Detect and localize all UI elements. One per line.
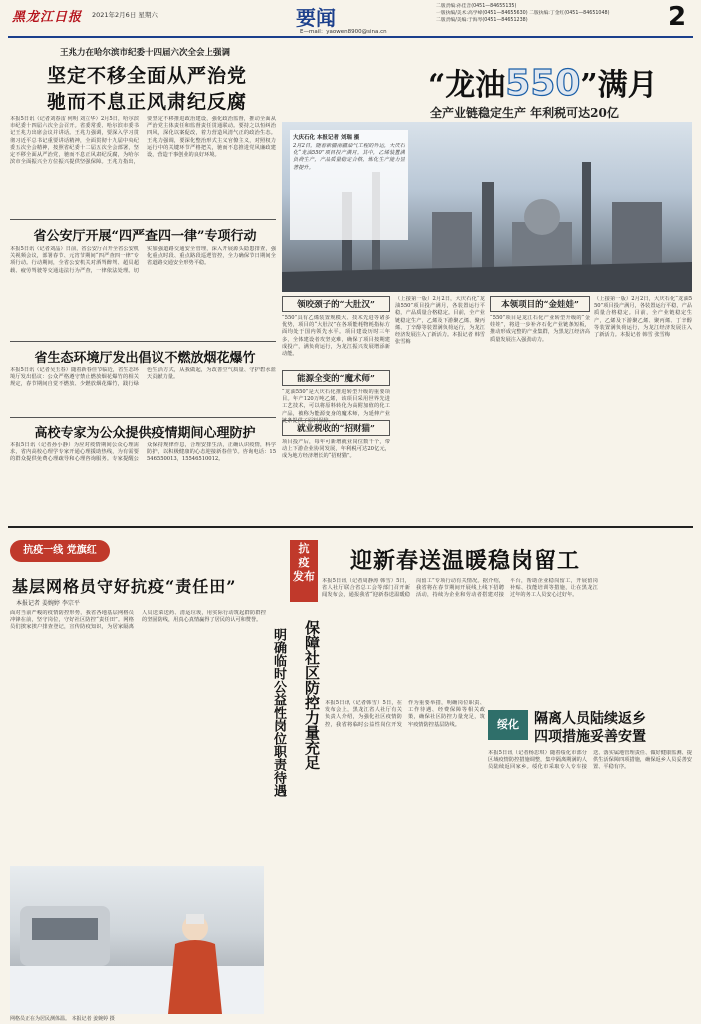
feature-box-title: 就业税收的“招财猫” (282, 420, 390, 436)
photo-caption-box (290, 130, 408, 240)
feature-box-body: “550”项目是龙江石化产业转型升级的“金娃娃”，将进一步补齐石化产业链条短板，推动形成完整的产业集群，为黑龙江经济高质量发展注入强劲动力。 (490, 315, 590, 343)
contact-line: 二版责编/美编:于海琴(0451—84651238) (436, 18, 528, 23)
vertical-article-body: 本报5日讯（记者韩雪）5日，在发布会上，黑龙江省人社厅有关负责人介绍，为强化社区疫情防控，我省将临时公益性岗位开发作为重要举措，明确岗位职责、工作待遇、经费保障等相关政策，确保社区防控力量充足，筑牢疫情防控基层防线。 (325, 700, 485, 728)
feature-box-title: 领咬颈子的“大肚汉” (282, 296, 390, 312)
article1-kicker: 王兆力在哈尔滨市纪委十四届六次全会上强调 (59, 48, 230, 58)
grassroots-body: 面对当前严峻的疫情防控形势，我省各地基层网格员冲锋在前，坚守岗位，守好社区防控“责任田”。网格员们挨家挨户排查登记，宣传防疫知识，为居家隔离人员送菜送药、清运垃圾，用实际行动筑起群防群控的坚固防线，用真心真情赢得了居民的认可和赞誉。 (10, 610, 266, 631)
grassroots-photo-illustration (10, 866, 264, 1014)
section-email: E—mail：yaowen8900@sina.cn (300, 29, 387, 35)
grassroots-byline: 本报记者 姜婉婷 李宗平 (16, 600, 80, 607)
article4-body: 本报5日讯（记者孙小静）为应对疫情期间公众心理需求，省内高校心理学专家开通心理援助热线，为有需要的群众提供免费心理疏导和心理咨询服务。专家提醒公众保持规律作息，合理安排生活，正确认识疫情，科学防护，以积极健康的心态迎接新春佳节。咨询电话：15546550013，15546510012。 (10, 442, 276, 463)
photo-credit: 大庆石化 本报记者 刘瑞 摄 (293, 135, 360, 141)
feature-body-col2: （上接第一版）2月2日，大庆石化“龙油550”项目投产满月，各装置运行平稳，产品质量合格稳定。目前，全产业链稳定生产，乙烯及下游聚乙烯、聚丙烯、丁辛醇等装置满负荷运行，为龙江经济发展注入了新活力。本报记者 韩雪 张雪梅 (594, 296, 692, 339)
suihua-tag: 绥化 (488, 710, 528, 740)
tag-char: 抗 (298, 542, 310, 555)
feature-box-title: 能源全变的“魔术师” (282, 370, 390, 386)
feature-box-body: 项目投产后，每年可新增就业岗位数千个，带动上下游企业协同发展，年利税可达20亿元，成为地方经济增长的“招财猫”。 (282, 439, 390, 460)
grassroots-tag (10, 540, 110, 562)
article3-headline: 省生态环境厅发出倡议不燃放烟花爆竹 (34, 351, 256, 366)
article2-body: 本报5日讯（记者刘晶）日前，省公安厅召开全省公安机关视频会议，部署春节、元宵节期间“四严查四一律”专项行动。行动期间，全省公安机关对酒驾醉驾、超员超载、疲劳驾驶等交通违法行为严查，一律依法处理。切实加强道路交通安全管理，深入开展源头隐患排查，强化重点时段、重点路段巡逻管控，全力确保节日期间全省道路交通安全形势平稳。 (10, 246, 276, 274)
vertical-headline-2: 明确临时公益性岗位职责待遇 (271, 628, 286, 797)
tag-char: 发布 (293, 570, 315, 583)
divider (10, 417, 276, 418)
feature-subhead: 全产业链稳定生产 年利税可达20亿 (430, 106, 619, 120)
divider (10, 219, 276, 220)
feature-box-body: “龙油550”是大庆石化推进转型升级的重要项目。年产120万吨乙烯，该项目采用世界先进工艺技术，可以将原料转化为高附加值的化工产品，被称为能源变身的魔术师，为延伸产业链条提供了原料保障。 (282, 389, 390, 424)
epidemic-body: 本报5日讯（记者周静涛 韩雪）5日，省人社厅联合省总工会等部门召开新闻发布会，通报我省“迎新春送温暖稳岗留工”专项行动有关情况。据介绍，我省将在春节期间开展线上线下招聘活动，持续为企业和劳动者搭建对接平台，帮助企业稳岗留工，开展留岗补贴、技能培训等措施，让在黑龙江过年的务工人员安心过好年。 (322, 578, 598, 599)
article3-body: 本报5日讯（记者吴玉春）随着新春佳节临近，省生态环境厅发出倡议：公众严格遵守禁止燃放烟花爆竹的相关规定，春节期间自觉不燃放、少燃放烟花爆竹，践行绿色生活方式，从我做起，为改善空气质量、守护碧水蓝天贡献力量。 (10, 367, 276, 388)
grassroots-headline: 基层网格员守好抗疫“责任田” (12, 577, 237, 596)
suihua-headline-1: 隔离人员陆续返乡 (534, 711, 646, 727)
feature-box-body: “550”具有乙烯装置规模大、技术先进等诸多优势，项目的“大肚汉”在各项能耗物耗指标方面均处于国内领先水平。项目建设历时三年多，全体建设者攻坚克难，确保了项目按期建成投产，满负荷运行，为龙江振兴发展增添新动能。 (282, 315, 390, 358)
masthead-rule (8, 36, 693, 38)
issue-date: 2021年2月6日 星期六 (92, 11, 158, 19)
vertical-headline (286, 620, 320, 920)
epidemic-tag (290, 540, 318, 602)
grassroots-tag-label: 抗疫一线 党旗红 (23, 545, 97, 556)
contact-line: 一版执编/美术:高学峰(0451—84655630) 二版执编:丁金红(0451—84651048) (436, 11, 610, 16)
feature-headline (428, 60, 658, 104)
feature-headline-number: 550 (505, 63, 581, 104)
contact-line: 二版责编:孙佳音(0451—84655135) (436, 4, 517, 9)
feature-headline-right: ”满月 (580, 68, 658, 103)
suihua-headline-2: 四项措施妥善安置 (534, 729, 646, 745)
feature-body-col1: （上接第一版）2月2日，大庆石化“龙油550”项目投产满月，各装置运行平稳，产品质量合格稳定。目前，全产业链稳定生产，乙烯及下游聚乙烯、聚丙烯、丁辛醇等装置满负荷运行，为龙江经济发展注入了新活力。本报记者 韩雪 张雪梅 (395, 296, 485, 346)
article1-headline-1: 坚定不移全面从严治党 (46, 65, 247, 87)
article4-headline: 高校专家为公众提供疫情期间心理防护 (34, 426, 256, 441)
section-title: 要闻 (296, 6, 336, 30)
article2-headline: 省公安厅开展“四严查四一律”专项行动 (33, 229, 257, 244)
feature-box-4 (490, 296, 590, 491)
feature-box-title: 本领项目的“金娃娃” (490, 296, 590, 312)
editor-contacts (436, 3, 666, 24)
article1-body: 本报5日讯（记者刘春雷 何明 刘立华）2月5日，哈尔滨市纪委十四届六次全会召开。省委常委、哈尔滨市委书记王兆力出席会议并讲话。王兆力强调，要深入学习贯彻习近平总书记重要讲话精神，全面贯彻十九届中央纪委五次全会精神，按照省纪委十二届五次全会部署，坚定不移全面从严治党，驰而不息正风肃纪反腐，为哈尔滨市全面振兴全方位振兴提供坚强保障。王兆力指出，要坚定不移推进政治建设，强化政治监督，推动全面从严治党主体责任和监督责任贯通联动。要持之以恒纠治四风，深化以案促改，着力营造风清气正的政治生态。王兆力强调，要深化整治形式主义官僚主义，对照权力运行中的关键环节严格把关，驰而不息推进党风廉政建设，营造干事创业的良好环境。 (10, 116, 276, 166)
grassroots-photo-caption: 网格员正在为居民测体温。 本报记者 姜婉婷 摄 (10, 1016, 115, 1022)
epidemic-headline: 迎新春送温暖稳岗留工 (350, 548, 581, 574)
feature-box-3 (282, 420, 390, 487)
suihua-body: 本报5日讯（记者杨思琪）随着绥化市部分区域疫情防控措施调整，集中隔离期满的人员陆续返回家乡。绥化市采取专人专车接送、落实属地管理责任、做好健康监测、提供生活保障四项措施，确保返乡人员妥善安置、平稳有序。 (488, 750, 692, 771)
photo-note: 2月2日，随着新疆南疆油气工程的外运，大庆石化“龙油550”项目投产满月。其中，乙烯装置满负荷生产，产品质量稳定合格，炼化生产能力显著提升。 (293, 143, 405, 171)
tag-char: 疫 (298, 556, 310, 569)
feature-headline-left: “龙油 (428, 68, 506, 103)
vertical-headline-line1: 保障社区防控力量充足 (303, 620, 321, 770)
section-divider (8, 526, 693, 528)
newspaper-logo: 黑龙江日报 (12, 10, 83, 25)
article1-headline-2: 驰而不息正风肃纪反腐 (46, 91, 247, 113)
page-number: 2 (668, 2, 687, 32)
divider (10, 341, 276, 342)
grassroots-photo (10, 866, 264, 1014)
feature-box-1 (282, 296, 390, 377)
